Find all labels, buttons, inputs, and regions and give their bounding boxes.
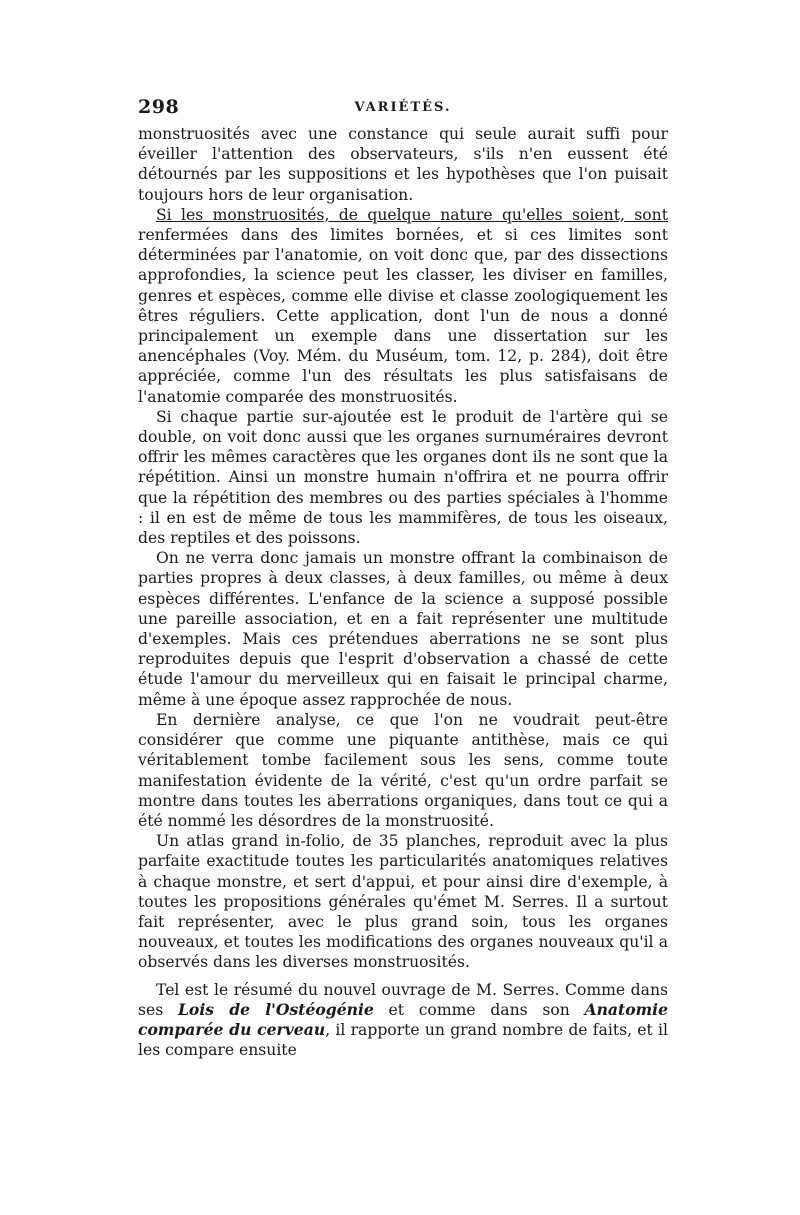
paragraph-6: Un atlas grand in-folio, de 35 planches, reproduit avec la plus parfaite exactitude toutes les particularités anatomiques relatives à chaque monstre, et sert d'appui, et pour ainsi dire d'exemple, à toutes les propositions générales qu'émet M. Serres. Il a surtout fait représenter, avec le plus grand soin, tous les organes nouveaux, et toutes les modifications des organes nouveaux qu'il a observés dans les diverses monstruosités.	[138, 832, 668, 972]
paragraph-2	[138, 205, 668, 407]
paragraph-7	[138, 980, 668, 1061]
underlined-phrase: Si les monstruosités, de quelque nature qu'elles soient, sont	[156, 205, 668, 224]
book-title-anatomie: Anatomie comparée du cerveau	[138, 999, 668, 1039]
page-number: 298	[138, 96, 180, 118]
paragraph-1: monstruosités avec une constance qui seule aurait suffi pour éveiller l'attention des observateurs, s'ils n'en eussent été détournés par les suppositions et les hypothèses que l'on puisait toujours hors de leur organisation.	[138, 125, 668, 204]
paragraph-3: Si chaque partie sur-ajoutée est le produit de l'artère qui se double, on voit donc aussi que les organes surnuméraires devront offrir les mêmes caractères que les organes dont ils ne sont que la répétition. Ainsi un monstre humain n'offrira et ne pourra offrir que la répétition des membres ou des parties spéciales à l'homme : il en est de même de tous les mammifères, de tous les oiseaux, des reptiles et des poissons.	[138, 407, 668, 548]
running-head	[138, 96, 668, 122]
paragraph-4: On ne verra donc jamais un monstre offrant la combinaison de parties propres à deux classes, à deux familles, ou même à deux espèces différentes. L'enfance de la science a supposé possible une pareille association, et en a fait représenter une multitude d'exemples. Mais ces prétendues aberrations ne se sont plus reproduites depuis que l'esprit d'observation a chassé de cette étude l'amour du merveilleux qui en faisait le principal charme, même à une époque assez rapprochée de nous.	[138, 549, 668, 709]
book-title-osteogenie: Lois de l'Ostéogénie	[177, 999, 374, 1019]
paragraph-7-middle: et comme dans son	[373, 1000, 585, 1019]
paragraph-7-start: Tel est le résumé du nouvel ouvrage de M. Serres. Comme dans ses	[138, 980, 668, 1019]
body-text	[138, 124, 668, 1060]
paragraph-2-text: renfermées dans des limites bornées, et si ces limites sont déterminées par l'anatomie, on voit donc que, par des dissections approfondies, la science peut les classer, les diviser en familles, genres et espèces, comme elle divise et classe zoologiquement les êtres réguliers. Cette application, dont l'un de nous a donné principalement un exemple dans une dissertation sur les anencéphales (Voy. Mém. du Muséum, tom. 12, p. 284), doit être appréciée, comme l'un des résultats les plus satisfaisans de l'anatomie comparée des monstruosités.	[138, 226, 668, 406]
text-block	[138, 96, 668, 1060]
paragraph-7-end: , il rapporte un grand nombre de faits, et il les compare ensuite	[138, 1020, 668, 1060]
running-title: VARIÉTÉS.	[354, 100, 452, 115]
paragraph-5: En dernière analyse, ce que l'on ne voudrait peut-être considérer que comme une piquante antithèse, mais ce qui véritablement tombe facilement sous les sens, comme toute manifestation évidente de la vérité, c'est qu'un ordre parfait se montre dans toutes les aberrations organiques, dans tout ce qui a été nommé les désordres de la monstruosité.	[138, 710, 668, 830]
